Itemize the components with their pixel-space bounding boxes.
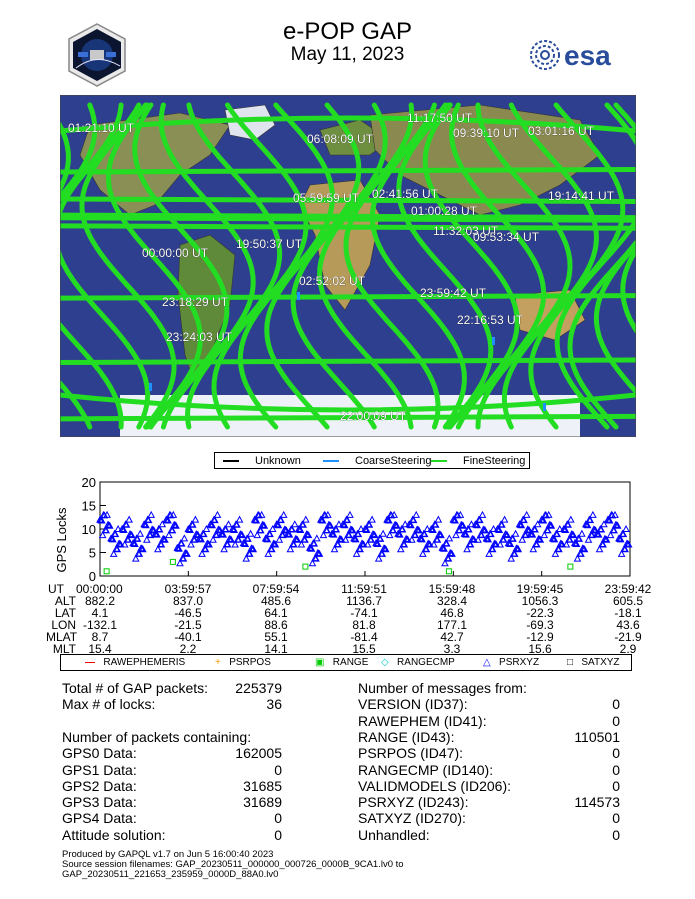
table-cell: 882.2 <box>84 594 116 608</box>
table-cell: 177.1 <box>436 618 468 632</box>
range-point <box>170 559 175 564</box>
psrxyz-point <box>446 535 452 541</box>
psrxyz-point <box>303 517 309 523</box>
map-time-label-10: 09:53:34 UT <box>473 230 540 244</box>
table-cell: -69.3 <box>526 618 554 632</box>
stat-row <box>358 810 620 827</box>
table-row-label-mlat: MLAT <box>46 630 78 644</box>
stat-row <box>62 794 282 811</box>
stat-value: 114573 <box>574 794 620 811</box>
stat-value: 0 <box>612 696 620 713</box>
table-cell: 2.2 <box>179 642 197 656</box>
psrxyz-point <box>579 531 585 537</box>
table-cell: 15.5 <box>352 642 376 656</box>
table-cell: 15.4 <box>88 642 112 656</box>
page-date: May 11, 2023 <box>290 44 405 65</box>
table-cell: 328.4 <box>436 594 468 608</box>
coarse-segment-1 <box>492 337 495 345</box>
stat-label: Total # of GAP packets: <box>62 680 209 696</box>
legend-psrpos <box>215 657 271 668</box>
table-cell: 00:00:00 <box>76 582 123 596</box>
stat-row <box>358 827 620 844</box>
map-time-label-7: 01:00:28 UT <box>411 204 478 218</box>
table-row-label-ut: UT <box>48 582 64 596</box>
stat-value: 31689 <box>243 794 282 811</box>
stat-row <box>62 827 282 844</box>
stat-row <box>358 745 620 762</box>
stat-row <box>62 762 282 779</box>
esa-logo <box>528 38 638 77</box>
table-cell: -21.9 <box>614 630 642 644</box>
psrxyz-point <box>192 517 198 523</box>
legend-square-icon: □ <box>567 657 574 668</box>
map-time-label-9: 11:32:03 UT <box>433 224 499 238</box>
stat-value: 0 <box>612 761 620 778</box>
psrxyz-point <box>369 517 375 523</box>
legend-x-square-icon: ▣ <box>315 657 325 668</box>
psrxyz-point <box>148 512 154 518</box>
stat-value: 0 <box>612 777 620 794</box>
legend-rangecmp <box>381 657 455 668</box>
table-cell: 605.5 <box>612 594 644 608</box>
stat-value: 0 <box>274 761 282 778</box>
table-cell: 42.7 <box>440 630 464 644</box>
table-cell: -22.3 <box>526 606 554 620</box>
stat-value: 0 <box>274 810 282 827</box>
psrxyz-point <box>513 531 519 537</box>
coarse-segment-3 <box>543 403 546 411</box>
range-point <box>446 569 451 574</box>
legend-satxyz <box>567 657 620 668</box>
table-cell: -21.5 <box>174 618 202 632</box>
table-cell: 15:59:48 <box>428 582 476 596</box>
legend-coarse <box>323 455 431 467</box>
stat-row <box>62 713 282 730</box>
psrxyz-point <box>248 531 254 537</box>
stat-label: PSRXYZ (ID243): <box>358 794 469 811</box>
legend-triangle-icon: △ <box>483 657 491 668</box>
table-cell: 81.8 <box>352 618 376 632</box>
map-time-label-18: 22:00:09 UT <box>340 409 407 423</box>
table-cell: 03:59:57 <box>164 582 212 596</box>
table-row-label-alt: ALT <box>54 594 76 608</box>
map-time-label-2: 11:17:50 UT <box>407 111 473 125</box>
stat-value: 36 <box>266 696 282 713</box>
psrxyz-point <box>435 517 441 523</box>
map-time-label-16: 22:16:53 UT <box>457 313 524 327</box>
table-row-label-lat: LAT <box>54 606 76 620</box>
stat-row <box>358 794 620 811</box>
gps-locks-ylabel: GPS Locks <box>54 507 69 573</box>
stat-value: 225379 <box>235 680 282 696</box>
legend-rangecmp-label: RANGECMP <box>397 657 455 668</box>
stat-label: VERSION (ID37): <box>358 696 468 713</box>
map-time-label-15: 23:18:29 UT <box>162 295 229 309</box>
table-cell: -81.4 <box>350 630 378 644</box>
table-cell: 43.6 <box>616 618 640 632</box>
y-tick-label-0: 0 <box>88 569 96 582</box>
map-time-label-17: 23:24:03 UT <box>166 330 233 344</box>
map-time-label-4: 03:01:16 UT <box>528 124 595 138</box>
stat-value: 0 <box>612 810 620 827</box>
stat-label: GPS1 Data: <box>62 761 137 778</box>
stat-row <box>358 729 620 746</box>
stat-label: PSRPOS (ID47): <box>358 745 464 762</box>
stat-label: VALIDMODELS (ID206): <box>358 777 512 794</box>
table-cell: -40.1 <box>174 630 202 644</box>
y-tick-label-1: 5 <box>88 545 96 561</box>
psrxyz-point <box>237 517 243 523</box>
psrxyz-point <box>568 517 574 523</box>
table-cell: 2.9 <box>619 642 637 656</box>
stat-label: GPS0 Data: <box>62 745 137 762</box>
legend-range-label: RANGE <box>332 657 369 668</box>
psrxyz-point <box>380 531 386 537</box>
psrxyz-point <box>347 512 353 518</box>
legend-unknown-label: Unknown <box>255 455 301 467</box>
stat-value: 0 <box>612 826 620 843</box>
psrxyz-point <box>126 517 132 523</box>
table-row-label-lon: LON <box>51 618 76 632</box>
legend-psrxyz <box>483 657 539 668</box>
legend-satxyz-label: SATXYZ <box>581 657 620 668</box>
table-cell: 485.6 <box>260 594 292 608</box>
map-time-label-13: 02:52:02 UT <box>299 274 366 288</box>
stat-row <box>62 810 282 827</box>
table-cell: 19:59:45 <box>516 582 564 596</box>
stat-label: RANGE (ID43): <box>358 728 455 745</box>
stat-row <box>62 745 282 762</box>
map-time-label-14: 23:59:42 UT <box>420 286 487 300</box>
psrxyz-point <box>502 517 508 523</box>
psrxyz-point <box>281 512 287 518</box>
stat-label: RAWEPHEM (ID41): <box>358 712 487 729</box>
psrxyz-point <box>479 512 485 518</box>
footer-source-files-end: GAP_20230511_221653_235959_0000D_88A0.lv0 <box>62 869 279 880</box>
stat-row <box>358 762 620 779</box>
legend-unknown-swatch <box>223 460 239 462</box>
stat-label: SATXYZ (ID270): <box>358 810 466 827</box>
legend-fine <box>431 455 525 467</box>
psrxyz-point <box>413 512 419 518</box>
legend-psrpos-label: PSRPOS <box>229 657 271 668</box>
table-cell: -46.5 <box>174 606 202 620</box>
psrxyz-point <box>623 526 629 532</box>
table-cell: 88.6 <box>264 618 288 632</box>
psrxyz-point <box>137 531 143 537</box>
stat-label: GPS2 Data: <box>62 777 137 794</box>
footer <box>62 850 404 880</box>
stat-row <box>358 696 620 713</box>
legend-coarse-label: CoarseSteering <box>355 455 432 467</box>
stat-row <box>62 729 282 746</box>
stat-row <box>358 778 620 795</box>
stat-row <box>62 696 282 713</box>
map-time-label-11: 00:00:00 UT <box>142 246 209 260</box>
table-cell: 1056.3 <box>521 594 559 608</box>
psrxyz-point <box>590 512 596 518</box>
psrxyz-point <box>524 512 530 518</box>
stat-value: 110501 <box>574 728 620 745</box>
coarse-segment-0 <box>297 292 300 300</box>
map-time-label-3: 09:39:10 UT <box>453 126 520 140</box>
table-cell: 55.1 <box>264 630 288 644</box>
table-cell: 23:59:42 <box>604 582 652 596</box>
map-time-label-5: 05:59:59 UT <box>293 191 360 205</box>
gps-locks-chart <box>0 474 695 582</box>
table-row-label-mlt: MLT <box>52 642 76 656</box>
map-time-label-1: 06:08:09 UT <box>307 132 374 146</box>
y-tick-label-4: 20 <box>81 475 96 490</box>
stat-row <box>358 713 620 730</box>
range-point <box>303 564 308 569</box>
stat-value: 0 <box>612 712 620 729</box>
footer-produced-by: Produced by GAPQL v1.7 on Jun 5 16:00:40 2023 <box>62 849 274 860</box>
message-stats <box>358 680 620 850</box>
stat-label: RANGECMP (ID140): <box>358 761 494 778</box>
table-cell: -18.1 <box>614 606 642 620</box>
legend-plus-icon: + <box>215 657 221 668</box>
legend-psrxyz-label: PSRXYZ <box>499 657 540 668</box>
ground-track-map <box>60 95 636 442</box>
stat-label: Number of messages from: <box>358 680 527 696</box>
stat-label: Number of packets containing: <box>62 728 252 745</box>
table-cell: 64.1 <box>264 606 288 620</box>
map-time-label-0: 01:21:10 UT <box>68 121 135 135</box>
legend-dash-icon: — <box>85 657 95 668</box>
psrxyz-point <box>292 521 298 527</box>
range-point <box>104 569 109 574</box>
stat-value: 0 <box>612 745 620 762</box>
steering-legend <box>214 452 530 469</box>
legend-fine-label: FineSteering <box>463 455 526 467</box>
stat-row <box>358 680 620 697</box>
stat-label: GPS3 Data: <box>62 794 137 811</box>
table-cell: -132.1 <box>82 618 118 632</box>
epop-mission-logo <box>64 22 130 93</box>
table-cell: 1136.7 <box>346 594 382 608</box>
stat-label: Max # of locks: <box>62 696 156 713</box>
stat-value: 0 <box>274 826 282 843</box>
psrxyz-point <box>181 535 187 541</box>
svg-text:esa: esa <box>564 40 611 71</box>
map-time-label-6: 02:41:56 UT <box>372 187 439 201</box>
coarse-segment-2 <box>149 383 152 391</box>
psrxyz-point <box>226 521 232 527</box>
page-title: e-POP GAP <box>283 18 412 45</box>
table-cell: 46.8 <box>440 606 464 620</box>
map-time-label-8: 19:14:41 UT <box>548 189 615 203</box>
stat-row <box>62 680 282 697</box>
legend-rawephemeris-label: RAWEPHEMERIS <box>103 657 186 668</box>
table-cell: 4.1 <box>91 606 109 620</box>
table-cell: 11:59:51 <box>341 582 387 596</box>
message-legend <box>60 654 632 671</box>
table-cell: 3.3 <box>443 642 461 656</box>
legend-fine-swatch <box>431 460 447 462</box>
stat-label: GPS4 Data: <box>62 810 137 827</box>
psrxyz-point <box>314 535 320 541</box>
stat-row <box>62 778 282 795</box>
legend-unknown <box>223 455 301 467</box>
table-cell: 07:59:54 <box>252 582 300 596</box>
table-cell: -12.9 <box>526 630 554 644</box>
legend-range <box>315 657 368 668</box>
legend-diamond-icon: ◇ <box>381 657 389 668</box>
table-cell: 14.1 <box>264 642 288 656</box>
legend-coarse-swatch <box>323 460 339 462</box>
stat-value: 31685 <box>243 777 282 794</box>
table-cell: 8.7 <box>91 630 109 644</box>
psrxyz-point <box>214 512 220 518</box>
table-cell: -74.1 <box>350 606 378 620</box>
range-point <box>568 564 573 569</box>
stat-label: Attitude solution: <box>62 826 166 843</box>
table-cell: 15.6 <box>528 642 552 656</box>
table-cell: 837.0 <box>172 594 204 608</box>
stat-value: 162005 <box>235 745 282 762</box>
y-tick-label-3: 15 <box>81 498 96 514</box>
packet-stats <box>62 680 282 850</box>
legend-rawephemeris <box>85 657 185 668</box>
stat-label: Unhandled: <box>358 826 430 843</box>
map-time-label-12: 19:50:37 UT <box>236 237 303 251</box>
footer-source-files: Source session filenames: GAP_20230511_000000_000726_0000B_9CA1.lv0 to <box>62 859 404 870</box>
y-tick-label-2: 10 <box>81 522 96 537</box>
